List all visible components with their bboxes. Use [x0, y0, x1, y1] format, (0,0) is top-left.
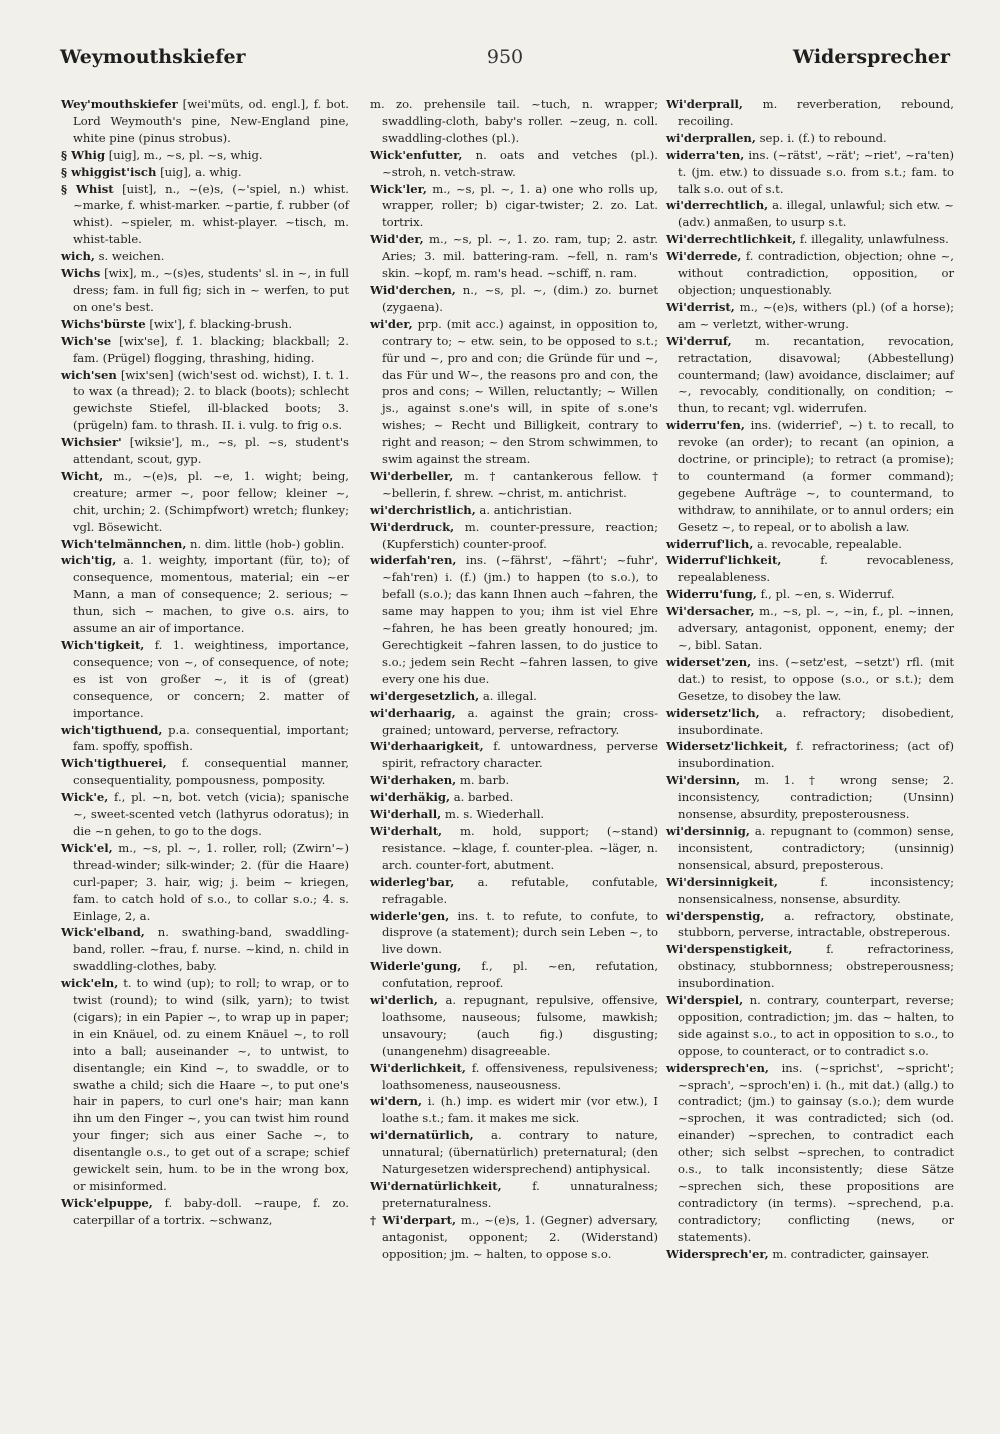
- dictionary-entry: [666, 1246, 954, 1263]
- entry-headword: § whiggist'isch: [61, 164, 157, 179]
- dictionary-entry: [61, 468, 349, 536]
- dictionary-entry: [666, 417, 954, 535]
- dictionary-entry: [370, 908, 658, 959]
- entry-definition: a. refutable, confutable, refragable.: [382, 874, 658, 906]
- entry-headword: Wey'mouthskiefer: [61, 97, 178, 111]
- entry-definition: a. 1. weighty, important (für, to); of consequence, momentous, material; ein ~er Mann, a man of consequence; 2. serious; ~ thun, sich ~ machen, to give o.s. airs, to assume an air of importance.: [73, 553, 349, 636]
- entry-definition: m. 1. † wrong sense; 2. inconsistency, contradiction; (Unsinn) nonsense, absurdity, preposterousness.: [678, 773, 954, 822]
- header-right-guideword: Widersprecher: [792, 46, 950, 68]
- dictionary-entry: [370, 519, 658, 553]
- dictionary-entry: [666, 96, 954, 130]
- dictionary-entry: [370, 705, 658, 739]
- entry-definition: a. revocable, repealable.: [753, 536, 902, 551]
- dictionary-entry: [370, 958, 658, 992]
- entry-definition: n. dim. little (hob-) goblin.: [186, 536, 345, 551]
- dictionary-entry: [370, 992, 658, 1060]
- entry-headword: wich'tigthuend,: [61, 722, 163, 737]
- entry-definition: [wix'se], f. 1. blacking; blackball; 2. fam. (Prügel) flogging, thrashing, hiding.: [73, 333, 349, 365]
- entry-definition: m. contradicter, gainsayer.: [768, 1246, 930, 1261]
- entry-definition: f. offensiveness, repulsiveness; loathsomeness, nauseousness.: [382, 1060, 658, 1092]
- entry-definition: f. illegality, unlawfulness.: [796, 232, 949, 247]
- entry-definition: ins. (~sprichst', ~spricht'; ~sprach', ~sproch'en) i. (h., mit dat.) (allg.) to contradict; (jm.) to gainsay (s.o.); dem wurde ~sprochen, it was contradicted; sich (od. einander) ~sprechen, to contradict each other; sich selbst ~sprechen, to contradict o.s., to talk inconsistently; diese Sätze ~sprechen sich, these propositions are contradictory (in terms). ~sprechend, p.a. contradictory; conflicting (news, or statements).: [678, 1060, 954, 1244]
- entry-definition: m., ~(e)s, 1. (Gegner) adversary, antagonist, opponent; 2. (Widerstand) opposition; jm. ~ halten, to oppose s.o.: [382, 1212, 658, 1261]
- entry-definition: m. counter-pressure, reaction; (Kupferstich) counter-proof.: [382, 519, 658, 551]
- dictionary-entry: [666, 231, 954, 248]
- entry-definition: ins. (~fährst', ~fährt'; ~fuhr', ~fah'ren) i. (f.) (jm.) to happen (to s.o.), to befall (s.o.); das kann Ihnen auch ~fahren, the same may happen to you; ihm ist viel Ehre ~fahren, he has been greatly honoured; jm. Gerechtigkeit ~fahren lassen, to do justice to s.o.; jedem sein Recht ~fahren lassen, to give every one his due.: [382, 553, 658, 686]
- entry-definition: m., ~s, pl. ~, ~in, f., pl. ~innen, adversary, antagonist, opponent, enemy; der ~, bibl. Satan.: [678, 604, 954, 652]
- entry-definition: a. refractory; disobedient, insubordinate.: [678, 705, 954, 737]
- entry-definition: m. recantation, revocation, retractation, disavowal; (Abbestellung) countermand; (law) avoidance, disclaimer; auf ~, revocably, conditionally, on condition; ~ thun, to recant; vgl. widerrufen.: [678, 333, 954, 416]
- entry-definition: [wix'], f. blacking-brush.: [145, 316, 293, 331]
- dictionary-entry: [370, 772, 658, 789]
- dictionary-entry: [61, 840, 349, 925]
- entry-definition: [wix], m., ~(s)es, students' sl. in ~, in full dress; fam. in full fig; sich in ~ werfen, to put on one's best.: [73, 266, 349, 314]
- dictionary-entry: [61, 164, 349, 181]
- dictionary-entry: [61, 367, 349, 435]
- dictionary-entry: [370, 1093, 658, 1127]
- entry-headword: † Wi'derpart,: [370, 1212, 456, 1227]
- dictionary-entry: [61, 316, 349, 333]
- entry-headword: wich'sen: [61, 367, 117, 382]
- dictionary-entry: [370, 1178, 658, 1212]
- column-middle: [370, 96, 658, 1263]
- dictionary-entry: [370, 468, 658, 502]
- entry-definition: f. untowardness, perverse spirit, refractory character.: [382, 739, 658, 771]
- dictionary-entry: [666, 823, 954, 874]
- entry-definition: [uig], m., ~s, pl. ~s, whig.: [105, 147, 263, 162]
- entry-headword: Wi'derbeller,: [370, 468, 454, 483]
- entry-definition: [uig], a. whig.: [156, 164, 242, 179]
- entry-headword: widerru'fen,: [666, 418, 745, 433]
- dictionary-entry: [61, 975, 349, 1195]
- dictionary-entry: [61, 924, 349, 975]
- dictionary-entry: [370, 688, 658, 705]
- entry-definition: ins. t. to refute, to confute, to disprove (a statement); durch sein Leben ~, to live down.: [382, 908, 658, 957]
- dictionary-entry: [666, 147, 954, 198]
- entry-headword: Wick'enfutter,: [370, 147, 463, 162]
- entry-definition: p.a. consequential, important; fam. spoffy, spoffish.: [73, 722, 349, 754]
- entry-definition: f. refractoriness; (act of) insubordination.: [678, 739, 954, 771]
- entry-definition: f. refractoriness, obstinacy, stubbornness; obstreperousness; insubordination.: [678, 942, 954, 991]
- entry-headword: Wi'dersinn,: [666, 773, 741, 788]
- entry-headword: widerruf'lich,: [666, 536, 754, 551]
- dictionary-entry: [666, 299, 954, 333]
- dictionary-entry: [370, 1212, 658, 1263]
- entry-headword: Wi'derrede,: [666, 249, 742, 264]
- entry-headword: wick'eln,: [61, 976, 119, 991]
- entry-headword: widersprech'en,: [666, 1060, 769, 1075]
- entry-definition: ins. (~rätst', ~rät'; ~riet', ~ra'ten) t. (jm. etw.) to dissuade s.o. from s.t.; fam. to talk s.o. out of s.t.: [678, 147, 954, 196]
- entry-headword: wi'derhäkig,: [370, 790, 451, 805]
- entry-definition: a. illegal.: [479, 688, 537, 703]
- entry-headword: Wi'derhall,: [370, 807, 442, 822]
- entry-definition: ins. (widerrief', ~) t. to recall, to revoke (an order); to recant (an opinion, a doctrine, or principle); to retract (a promise); to countermand (a former command); gegebene Aufträge ~, to countermand, to withdraw, to annihilate, or to annul orders; ein Gesetz ~, to repeal, or to abolish a law.: [678, 418, 954, 534]
- entry-headword: Wi'derhaarigkeit,: [370, 739, 484, 754]
- dictionary-entry: [666, 738, 954, 772]
- dictionary-entry: [666, 536, 954, 553]
- entry-headword: Wi'derspiel,: [666, 993, 744, 1008]
- dictionary-entry: [666, 130, 954, 147]
- entry-headword: Wick'el,: [61, 840, 113, 855]
- entry-headword: wi'derhaarig,: [370, 705, 456, 720]
- dictionary-entry: [370, 316, 658, 468]
- dictionary-entry: [666, 586, 954, 603]
- entry-definition: m., ~(e)s, withers (pl.) (of a horse); am ~ verletzt, wither-wrung.: [678, 299, 954, 331]
- entry-headword: Widersprech'er,: [666, 1246, 769, 1261]
- entry-definition: m., ~(e)s, pl. ~e, 1. wight; being, creature; armer ~, poor fellow; kleiner ~, chit, urchin; 2. (Schimpfwort) wretch; flunkey; vgl. Bösewicht.: [73, 468, 349, 534]
- dictionary-entry: [666, 248, 954, 299]
- entry-definition: f. 1. weightiness, importance, consequence; von ~, of consequence, of note; es ist von großer ~, it is of (great) consequence, or concern; 2. matter of importance.: [73, 638, 349, 720]
- dictionary-entry: [61, 722, 349, 756]
- entry-headword: Wichs: [61, 266, 101, 281]
- dictionary-entry: [370, 823, 658, 874]
- entry-headword: widerfah'ren,: [370, 553, 457, 568]
- entry-headword: Widersetz'lichkeit,: [666, 739, 788, 754]
- entry-headword: Wich'se: [61, 333, 112, 348]
- entry-headword: Wich'tigthuerei,: [61, 756, 167, 771]
- entry-definition: t. to wind (up); to roll; to wrap, or to twist (round); to wind (silk, yarn); to twist (cigars); in ein Papier ~, to wrap up in paper; in ein Knäuel, od. zu einem Knäuel ~, to roll into a ball; auseinander ~, to untwist, to disentangle; ein Kind ~, to swaddle, or to swathe a child; sich die Haare ~, to put one's hair in papers, to curl one's hair; man kann ihn um den Finger ~, you can twist him round your finger; sich aus einer Sache ~, to disentangle o.s., to get out of a scrape; schief gewickelt sein, hum. to be in the wrong box, or misinformed.: [73, 976, 349, 1193]
- entry-headword: Wi'derhalt,: [370, 823, 443, 838]
- entry-headword: Widerle'gung,: [370, 959, 462, 974]
- entry-definition: a. illegal, unlawful; sich etw. ~ (adv.) anmaßen, to usurp s.t.: [678, 198, 954, 230]
- entry-headword: Wich'telmännchen,: [61, 536, 187, 551]
- dictionary-entry: [370, 1127, 658, 1178]
- entry-definition: a. barbed.: [450, 790, 514, 805]
- dictionary-entry: [370, 1060, 658, 1094]
- entry-headword: Wicht,: [61, 468, 104, 483]
- entry-headword: Wick'ler,: [370, 181, 427, 196]
- entry-definition: f., pl. ~en, s. Widerruf.: [756, 587, 895, 602]
- dictionary-entry: [370, 282, 658, 316]
- entry-headword: widerle'gen,: [370, 908, 450, 923]
- entry-headword: Wi'derprall,: [666, 97, 743, 111]
- entry-headword: wi'derrechtlich,: [666, 198, 769, 213]
- header-left-guideword: Weymouthskiefer: [60, 46, 246, 68]
- entry-definition: a. repugnant, repulsive, offensive, loathsome, nauseous; fulsome, mawkish; unsavoury; (auch fig.) disgusting; (unangenehm) disagreeable.: [382, 993, 658, 1058]
- dictionary-entry: [666, 654, 954, 705]
- entry-definition: ins. (~setz'est, ~setzt') rfl. (mit dat.) to resist, to oppose (s.o., or s.t.); dem Gesetze, to disobey the law.: [678, 654, 954, 703]
- entry-definition: f. baby-doll. ~raupe, f. zo. caterpillar of a tortrix. ~schwanz,: [73, 1195, 349, 1227]
- entry-definition: m., ~s, pl. ~, 1. roller, roll; (Zwirn'~) thread-winder; silk-winder; 2. (für die Haare) curl-paper; 3. hair, wig; j. beim ~ kriegen, fam. to catch hold of s.o., to collar s.o.; 4. s. Einlage, 2, a.: [73, 840, 349, 923]
- entry-headword: Wick'e,: [61, 790, 109, 805]
- dictionary-entry: [61, 755, 349, 789]
- entry-headword: widerset'zen,: [666, 654, 752, 669]
- entry-definition: [uist], n., ~(e)s, (~'spiel, n.) whist. ~marke, f. whist-marker. ~partie, f. rubber (of whist). ~spieler, m. whist-player. ~tisch, m. whist-table.: [73, 181, 349, 247]
- dictionary-entry: [666, 908, 954, 942]
- entry-definition: f. inconsistency; nonsensicalness, nonsense, absurdity.: [678, 874, 954, 906]
- dictionary-entry: [61, 248, 349, 265]
- entry-headword: wi'derspenstig,: [666, 908, 765, 923]
- dictionary-entry: [61, 637, 349, 722]
- entry-definition: f., pl. ~n, bot. vetch (vicia); spanische ~, sweet-scented vetch (lathyrus odoratus); in die ~n gehen, to go to the dogs.: [73, 790, 349, 838]
- entry-definition: a. refractory, obstinate, stubborn, perverse, intractable, obstreperous.: [678, 908, 954, 940]
- entry-definition: m., ~s, pl. ~, 1. a) one who rolls up, wrapper, roller; b) cigar-twister; 2. zo. Lat. tortrix.: [382, 181, 658, 230]
- entry-definition: [wix'sen] (wich'sest od. wichst), I. t. 1. to wax (a thread); 2. to black (boots); schlecht gewichste Stiefel, ill-blacked boots; 3. (prügeln) fam. to thrash. II. i. vulg. to frig o.s.: [73, 367, 349, 433]
- entry-definition: m., ~s, pl. ~, 1. zo. ram, tup; 2. astr. Aries; 3. mil. battering-ram. ~fell, n. ram's skin. ~kopf, m. ram's head. ~schiff, n. ram.: [382, 232, 658, 281]
- entry-headword: wi'dernatürlich,: [370, 1128, 474, 1143]
- entry-definition: m. s. Wiederhall.: [441, 807, 545, 822]
- dictionary-entry: [61, 434, 349, 468]
- entry-definition: a. against the grain; cross-grained; untoward, perverse, refractory.: [382, 705, 658, 737]
- dictionary-entry: [61, 181, 349, 249]
- entry-headword: wi'dersinnig,: [666, 823, 750, 838]
- entry-definition: a. repugnant to (common) sense, inconsistent, contradictory; (unsinnig) nonsensical, absurd, preposterous.: [678, 823, 954, 872]
- entry-headword: Wi'derlichkeit,: [370, 1060, 466, 1075]
- entry-headword: § Whig: [61, 147, 106, 162]
- entry-definition: a. antichristian.: [475, 502, 573, 517]
- dictionary-entry: [666, 1060, 954, 1246]
- dictionary-entry: [61, 536, 349, 553]
- dictionary-entry: [666, 552, 954, 586]
- entry-definition: i. (h.) imp. es widert mir (vor etw.), I loathe s.t.; fam. it makes me sick.: [382, 1094, 658, 1126]
- entry-definition: a. contrary to nature, unnatural; (übernatürlich) preternatural; (den Naturgesetzen widersprechend) antiphysical.: [382, 1128, 658, 1177]
- dictionary-entry: [61, 96, 349, 147]
- entry-headword: wi'dergesetzlich,: [370, 688, 480, 703]
- entry-headword: Wichsier': [61, 435, 122, 450]
- dictionary-entry: [370, 806, 658, 823]
- dictionary-entry: [61, 789, 349, 840]
- entry-definition: m. reverberation, rebound, recoiling.: [678, 97, 954, 128]
- entry-definition: f. revocableness, repealableness.: [678, 553, 954, 585]
- page-number: 950: [486, 46, 524, 68]
- dictionary-entry: [666, 705, 954, 739]
- entry-headword: wi'derprallen,: [666, 130, 756, 145]
- entry-headword: Wi'derrist,: [666, 299, 735, 314]
- dictionary-entry: [61, 552, 349, 637]
- entry-definition: n. oats and vetches (pl.). ~stroh, n. vetch-straw.: [382, 147, 658, 179]
- entry-definition: n. swathing-band, swaddling-band, roller. ~frau, f. nurse. ~kind, n. child in swaddling-clothes, baby.: [73, 925, 349, 974]
- entry-definition: [wiksie'], m., ~s, pl. ~s, student's attendant, scout, gyp.: [73, 435, 349, 467]
- entry-definition: n. contrary, counterpart, reverse; opposition, contradiction; jm. das ~ halten, to side against s.o., to act in opposition to s.o., to oppose, to counteract, or to contradict s.o.: [678, 993, 954, 1058]
- entry-definition: [wei'müts, od. engl.], f. bot. Lord Weymouth's pine, New-England pine, white pine (pinus strobus).: [73, 97, 349, 145]
- entry-definition: f. consequential manner, consequentiality, pompousness, pomposity.: [73, 756, 349, 788]
- entry-headword: Wick'elband,: [61, 925, 145, 940]
- dictionary-entry: [61, 265, 349, 316]
- entry-headword: Wich'tigkeit,: [61, 638, 145, 652]
- entry-headword: Wi'dernatürlichkeit,: [370, 1179, 502, 1193]
- dictionary-entry: [666, 333, 954, 418]
- entry-headword: Wid'derchen,: [370, 282, 456, 297]
- dictionary-entry: [370, 502, 658, 519]
- entry-definition: prp. (mit acc.) against, in opposition to, contrary to; ~ etw. sein, to be opposed to s.t.; für und ~, pro and con; die Gründe für und ~, das Für und W~, the reasons pro and con, the pros and cons; ~ Willen, reluctantly; ~ Willen js., against s.one's will, in spite of s.one's wishes; ~ Recht und Billigkeit, contrary to right and reason; ~ den Strom schwimmen, to swim against the stream.: [382, 316, 658, 467]
- entry-headword: Wi'derhaken,: [370, 773, 457, 788]
- entry-headword: wi'derlich,: [370, 993, 438, 1008]
- entry-headword: Wi'dersinnigkeit,: [666, 874, 778, 889]
- entry-definition: m. barb.: [456, 773, 510, 788]
- entry-headword: Wi'derspenstigkeit,: [666, 942, 793, 957]
- entry-headword: wi'der,: [370, 316, 413, 331]
- dictionary-entry: [370, 181, 658, 232]
- entry-headword: wich'tig,: [61, 553, 117, 568]
- entry-headword: Widerru'fung,: [666, 587, 757, 602]
- entry-headword: wi'dern,: [370, 1094, 422, 1109]
- entry-definition: f. contradiction, objection; ohne ~, without contradiction, opposition, or objection; unquestionably.: [678, 249, 954, 297]
- page-header: [60, 46, 950, 76]
- entry-definition: f. unnaturalness; preternaturalness.: [382, 1179, 658, 1210]
- entry-headword: widerleg'bar,: [370, 874, 455, 889]
- dictionary-entry: [61, 1195, 349, 1229]
- dictionary-entry: [370, 789, 658, 806]
- dictionary-entry: [666, 603, 954, 654]
- dictionary-entry: [666, 197, 954, 231]
- entry-definition: m. hold, support; (~stand) resistance. ~klage, f. counter-plea. ~läger, n. arch. counter-fort, abutment.: [382, 823, 658, 872]
- entry-definition: m. zo. prehensile tail. ~tuch, n. wrapper; swaddling-cloth, baby's roller. ~zeug, n. coll. swaddling-clothes (pl.).: [370, 97, 658, 145]
- dictionary-entry: [61, 147, 349, 164]
- entry-headword: Wick'elpuppe,: [61, 1195, 153, 1210]
- dictionary-entry: [666, 772, 954, 823]
- entry-headword: § Whist: [61, 181, 114, 196]
- entry-headword: Wichs'bürste: [61, 316, 146, 331]
- entry-headword: wi'derchristlich,: [370, 502, 476, 517]
- entry-headword: Wid'der,: [370, 232, 424, 247]
- entry-headword: Wi'derruf,: [666, 333, 732, 348]
- entry-definition: sep. i. (f.) to rebound.: [755, 130, 887, 145]
- dictionary-entry: [370, 147, 658, 181]
- entry-headword: Wi'derrechtlichkeit,: [666, 232, 797, 247]
- column-right: [666, 96, 954, 1263]
- dictionary-entry: [370, 874, 658, 908]
- entry-headword: Widerruf'lichkeit,: [666, 553, 782, 568]
- dictionary-entry: [666, 941, 954, 992]
- dictionary-entry: [370, 738, 658, 772]
- entry-definition: f., pl. ~en, refutation, confutation, reproof.: [382, 959, 658, 991]
- dictionary-entry: [61, 333, 349, 367]
- column-left: [61, 96, 349, 1229]
- dictionary-entry: [666, 992, 954, 1060]
- dictionary-entry: [370, 96, 658, 147]
- entry-headword: Wi'derdruck,: [370, 519, 455, 534]
- entry-definition: n., ~s, pl. ~, (dim.) zo. burnet (zygaena).: [382, 282, 658, 314]
- entry-headword: Wi'dersacher,: [666, 604, 755, 619]
- entry-headword: widerra'ten,: [666, 147, 745, 162]
- entry-headword: wich,: [61, 249, 95, 264]
- entry-headword: widersetz'lich,: [666, 705, 760, 720]
- dictionary-entry: [370, 231, 658, 282]
- entry-definition: s. weichen.: [94, 249, 165, 264]
- entry-definition: m. † cantankerous fellow. † ~bellerin, f. shrew. ~christ, m. antichrist.: [382, 468, 658, 500]
- dictionary-entry: [370, 552, 658, 687]
- dictionary-entry: [666, 874, 954, 908]
